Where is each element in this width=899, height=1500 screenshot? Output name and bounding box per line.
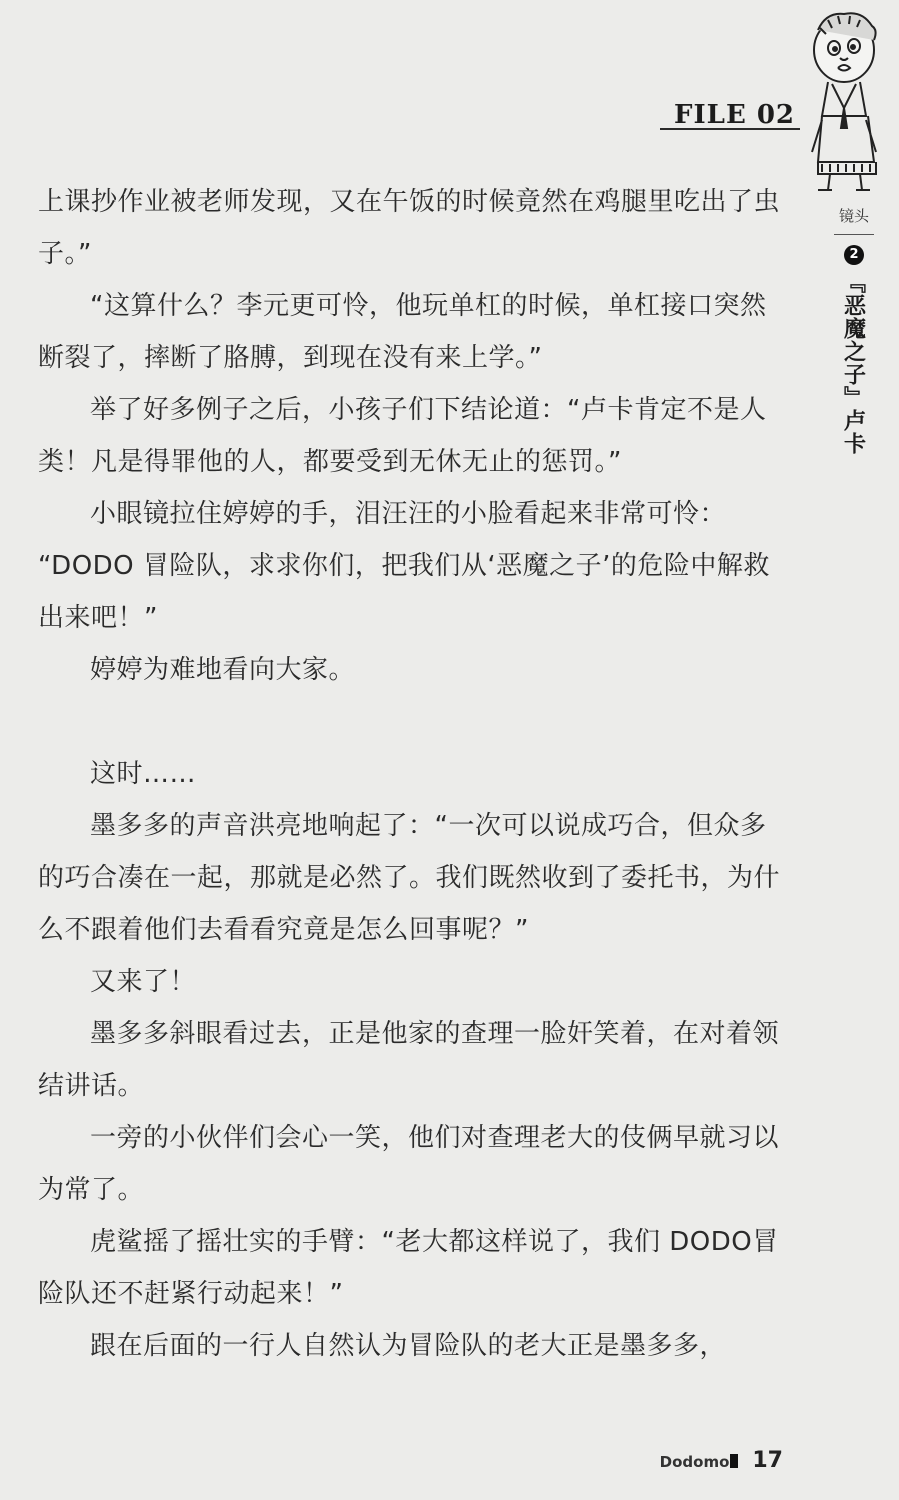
paragraph: 又来了！: [90, 967, 197, 997]
section-break: [38, 696, 782, 748]
paragraph: 上课抄作业被老师发现，又在午饭的时候竟然在鸡腿里吃出了虫子。”: [38, 187, 781, 269]
body-text: [38, 176, 782, 1372]
boy-mascot-illustration: [798, 8, 894, 198]
page-number: 17: [752, 1448, 783, 1473]
paragraph: 虎鲨摇了摇壮实的手臂：“老大都这样说了，我们 DODO冒险队还不赶紧行动起来！”: [38, 1227, 779, 1309]
file-label: FILE 02: [674, 100, 795, 130]
brand-mark-icon: [730, 1454, 738, 1468]
paragraph: 跟在后面的一行人自然认为冒险队的老大正是墨多多，: [90, 1331, 727, 1361]
paragraph: “DODO 冒险队，求求你们，把我们从‘恶魔之子’的危险中解救出来吧！”: [38, 551, 770, 633]
paragraph: 婷婷为难地看向大家。: [90, 655, 356, 685]
page-footer: [660, 1448, 783, 1473]
chapter-side-tab: [826, 205, 882, 455]
paragraph: 举了好多例子之后，小孩子们下结论道：“卢卡肯定不是人类！凡是得罪他的人，都要受到无休无止的惩罚。”: [38, 395, 767, 477]
paragraph: 一旁的小伙伴们会心一笑，他们对查理老大的伎俩早就习以为常了。: [38, 1123, 780, 1205]
brand-text: Dodomo: [659, 1453, 730, 1471]
header-rule: [660, 128, 800, 130]
paragraph: 墨多多斜眼看过去，正是他家的查理一脸奸笑着，在对着领结讲话。: [38, 1019, 780, 1101]
paragraph: “这算什么？李元更可怜，他玩单杠的时候，单杠接口突然断裂了，摔断了胳膊，到现在没有来上学。”: [38, 291, 767, 373]
paragraph: 小眼镜拉住婷婷的手，泪汪汪的小脸看起来非常可怜：: [90, 499, 727, 529]
paragraph: 这时……: [90, 759, 197, 789]
chapter-title: 『恶魔之子』卢卡: [840, 271, 867, 455]
chapter-number-badge: 2: [844, 245, 864, 265]
paragraph: 墨多多的声音洪亮地响起了：“一次可以说成巧合，但众多的巧合凑在一起，那就是必然了。我们既然收到了委托书，为什么不跟着他们去看看究竟是怎么回事呢？”: [38, 811, 781, 945]
lens-label: 镜头: [834, 205, 874, 235]
brand-logo: [660, 1453, 739, 1471]
